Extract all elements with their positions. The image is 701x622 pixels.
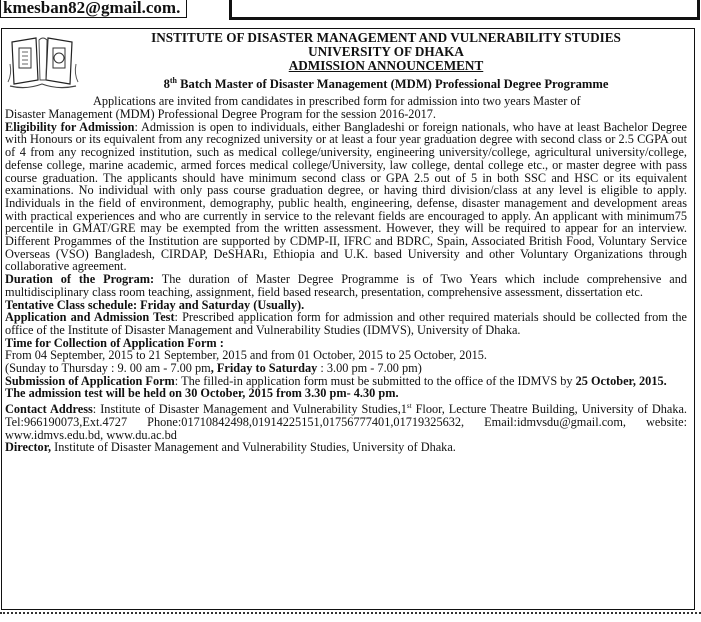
director-text: Institute of Disaster Management and Vulnerability Studies, University of Dhaka. xyxy=(51,440,456,455)
contact-text-1: : Institute of Disaster Management and Vulnerability Studies,1 xyxy=(92,402,407,417)
intro-line-1: Applications are invited from candidates in prescribed form for admission into two years Master of xyxy=(93,94,581,108)
collection-hours-c: : 3.00 pm - 7.00 pm) xyxy=(317,361,422,376)
eligibility-label: Eligibility for Admission xyxy=(5,119,135,134)
top-box-clip xyxy=(229,0,700,20)
institute-title: INSTITUTE OF DISASTER MANAGEMENT AND VULNERABILITY STUDIES xyxy=(151,30,621,45)
eligibility-text: : Admission is open to individuals, either Bangladeshi or foreign nationals, who have at least Bachelor Degree with Honours or its equivalent from any recognized university or at least a four year graduation degree with second class or 2.5 CGPA out of 4 from any recognized institution, such as medical college/university, engineering university/college, agricultural university/college, defense college, marine academic, armed forces medical college/University, law college, dental college etc., or master degree with pass course graduation. The applicants should have minimum second class or GPA 2.5 out of 5 in both SSC and HSC or its equivalent examinations. No individual with only pass course graduation degree, or having third division/class at any level is eligible to apply. Individuals in the field of environment, demography, public health, engineering, defense, disaster management and development areas with practical experiences and who are currently in service to the relevant fields are encouraged to apply. An applicant with minimum75 percentile in GMAT/GRE may be exempted from the written assessment. However, they will be required to appear for an interview. Different Progammes of the Institution are supported by CDMP-II, IFRC and BDRC, Spain, Associated British Food, Voluntary Service Overseas (VSO) Bangladesh, CIRDAP, DeSHARı, Ethiopia and U.K. based University and other Voluntary Organizations through collaborative agreement. xyxy=(5,119,687,274)
admission-test-line: The admission test will be held on 30 October, 2015 from 3.30 pm- 4.30 pm. xyxy=(5,386,399,401)
contact-sup: st xyxy=(406,402,412,411)
contact-section xyxy=(5,400,687,441)
application-section xyxy=(5,311,687,336)
university-title: UNIVERSITY OF DHAKA xyxy=(308,44,464,59)
director-section xyxy=(5,441,687,454)
collection-dates: From 04 September, 2015 to 21 September, 2015 and from 01 October, 2015 to 25 October, 2015. xyxy=(5,348,487,363)
collection-label: Time for Collection of Application Form : xyxy=(5,335,224,350)
batch-sup: th xyxy=(169,76,177,85)
collection-hours-b: , Friday to Saturday xyxy=(210,361,318,376)
announcement-frame xyxy=(1,28,695,610)
batch-num: 8 xyxy=(163,77,170,92)
header-block xyxy=(86,31,686,91)
announcement-body xyxy=(5,108,687,454)
submission-label: Submission of Application Form xyxy=(5,373,175,388)
batch-text: Batch Master of Disaster Management (MDM) Professional Degree Programme xyxy=(176,77,609,92)
bottom-dotted-edge xyxy=(0,612,701,620)
duration-section xyxy=(5,273,687,298)
top-email-clip: kmesban82@gmail.com. xyxy=(0,0,187,18)
director-label: Director, xyxy=(5,440,52,455)
batch-title xyxy=(86,74,686,91)
duration-text: The duration of Master Degree Programme is of Two Years which include comprehensive and multidisciplinary class room teaching, assignment, field based research, presentation, comprehensive assessment, dissertation etc. xyxy=(5,272,687,299)
submission-text: : The filled-in application form must be submitted to the office of the IDMVS by xyxy=(174,373,576,388)
application-label: Application and Admission Test xyxy=(5,310,175,325)
contact-label: Contact Address xyxy=(5,402,93,417)
schedule-line: Tentative Class schedule: Friday and Saturday (Usually). xyxy=(5,297,305,312)
university-logo-icon xyxy=(6,34,80,90)
intro-line-2: Disaster Management (MDM) Professional Degree Program for the session 2016-2017. xyxy=(5,107,436,121)
contact-text-2: Floor, Lecture Theatre Building, University of Dhaka. Tel:966190073,Ext.4727 Phone:01710842498,01914225151,01756777401,01719325632, Email:idmvsdu@gmail.com, website: www.idmvs.edu.bd, www.du.ac.bd xyxy=(5,402,688,442)
collection-hours-a: (Sunday to Thursday : 9. 00 am - 7.00 pm xyxy=(5,361,211,376)
application-text: : Prescribed application form for admission and other required materials should be collected from the office of the Institute of Disaster Management and Vulnerability Studies (IDMVS), University of Dhaka. xyxy=(5,310,687,337)
submission-deadline: 25 October, 2015. xyxy=(575,373,667,388)
duration-label: Duration of the Program: xyxy=(5,272,155,287)
eligibility-section xyxy=(5,121,687,273)
announcement-title: ADMISSION ANNOUNCEMENT xyxy=(288,58,484,73)
